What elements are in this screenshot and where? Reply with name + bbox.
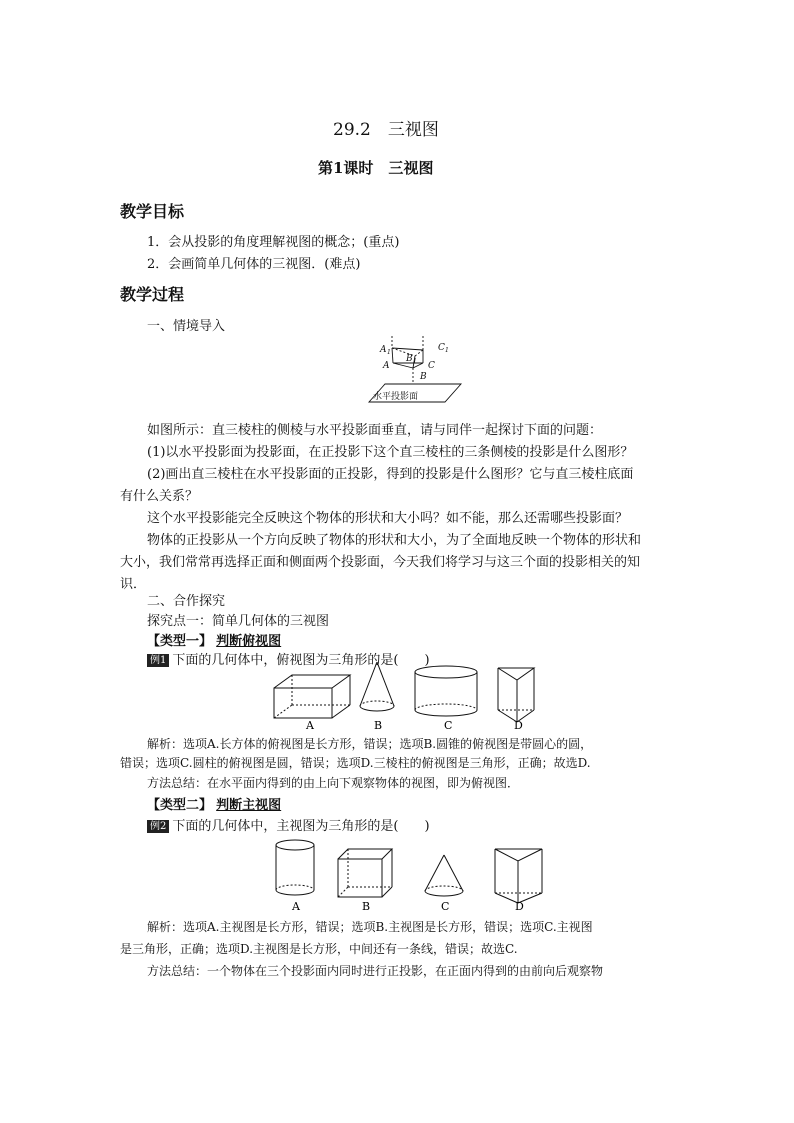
label-A1: A	[380, 345, 387, 355]
analysis-text-cont: 是三角形，正确；选项D.主视图是长方形，中间还有一条线，错误；故选C.	[120, 942, 518, 956]
example-question	[147, 815, 430, 834]
triangular-prism-shape	[495, 849, 542, 903]
analysis-text-cont: 错误；选项C.圆柱的俯视图是圆，错误；选项D.三棱柱的俯视图是三角形，正确；故选D.	[120, 756, 591, 770]
process-heading: 教学过程	[120, 285, 185, 304]
paragraph: 物体的正投影从一个方向反映了物体的形状和大小，为了全面地反映一个物体的形状和	[147, 533, 642, 548]
explore-point: 探究点一：简单几何体的三视图	[147, 614, 330, 629]
triangular-prism-shape	[498, 668, 534, 722]
type-tag: 【类型二】	[147, 798, 213, 813]
analysis-text: 解析：选项A.长方体的俯视图是长方形，错误；选项B.圆锥的俯视图是带圆心的圆，	[147, 737, 593, 751]
type-name: 判断俯视图	[216, 634, 282, 649]
method-summary: 方法总结：在水平面内得到的由上向下观察物体的视图，即为俯视图．	[147, 776, 520, 790]
type-heading	[147, 794, 281, 813]
example-badge: 例1	[147, 654, 169, 667]
paragraph-cont: 大小，我们常常再选择正面和侧面两个投影面，今天我们将学习与这三个面的投影相关的知	[120, 555, 641, 570]
question-text: 下面的几何体中，主视图为三角形的是( )	[172, 819, 430, 834]
caption-A: A	[292, 900, 300, 913]
page-title: 29.2 三视图	[333, 120, 439, 140]
cone-shape	[360, 662, 394, 711]
svg-text:1: 1	[445, 347, 449, 354]
lesson-subtitle: 第1课时 三视图	[318, 159, 434, 177]
section-heading: 一、情境导入	[147, 319, 226, 334]
cuboid-shape	[274, 675, 350, 718]
method-summary: 方法总结：一个物体在三个投影面内同时进行正投影，在正面内得到的由前向后观察物	[147, 964, 604, 978]
caption-B: B	[374, 719, 383, 732]
label-B1: B	[406, 354, 413, 364]
cone-shape	[425, 855, 463, 896]
objective-item: 1．会从投影的角度理解视图的概念；(重点)	[147, 235, 400, 250]
cube-shape	[338, 849, 392, 897]
label-C: C	[428, 361, 435, 371]
svg-text:1: 1	[413, 358, 417, 365]
label-B: B	[420, 372, 427, 382]
type-name: 判断主视图	[216, 798, 282, 813]
caption-D: D	[515, 900, 524, 913]
type-tag: 【类型一】	[147, 634, 213, 649]
section-heading: 二、合作探究	[147, 594, 226, 609]
intro-paragraph: 如图所示：直三棱柱的侧棱与水平投影面垂直，请与同伴一起探讨下面的问题：	[147, 423, 603, 438]
analysis-text: 解析：选项A.主视图是长方形，错误；选项B.主视图是长方形，错误；选项C.主视图	[147, 920, 593, 934]
plane-label: 水平投影面	[373, 392, 419, 402]
label-A: A	[383, 361, 390, 371]
svg-text:1: 1	[387, 349, 391, 356]
caption-C: C	[444, 719, 453, 732]
caption-D: D	[514, 719, 523, 732]
cylinder-shape	[415, 666, 477, 716]
caption-C: C	[441, 900, 450, 913]
prism-projection-figure	[365, 330, 465, 410]
objectives-heading: 教学目标	[120, 202, 185, 221]
label-C1: C	[438, 343, 445, 353]
paragraph: 这个水平投影能完全反映这个物体的形状和大小吗？如不能，那么还需哪些投影面？	[147, 511, 629, 526]
caption-A: A	[306, 719, 314, 732]
question-text: 下面的几何体中，俯视图为三角形的是( )	[172, 653, 430, 668]
caption-B: B	[362, 900, 371, 913]
question-2-cont: 有什么关系？	[120, 489, 199, 504]
objective-item: 2．会画简单几何体的三视图．(难点)	[147, 257, 361, 272]
question-2: (2)画出直三棱柱在水平投影面的正投影，得到的投影是什么图形？它与直三棱柱底面	[147, 467, 634, 482]
question-1: (1)以水平投影面为投影面，在正投影下这个直三棱柱的三条侧棱的投影是什么图形？	[147, 445, 634, 460]
paragraph-cont: 识．	[120, 577, 147, 592]
type1-solids-figure	[270, 660, 560, 735]
type2-solids-figure	[270, 835, 560, 915]
cylinder-shape	[276, 840, 314, 895]
type-heading	[147, 630, 281, 649]
example-badge: 例2	[147, 820, 169, 833]
